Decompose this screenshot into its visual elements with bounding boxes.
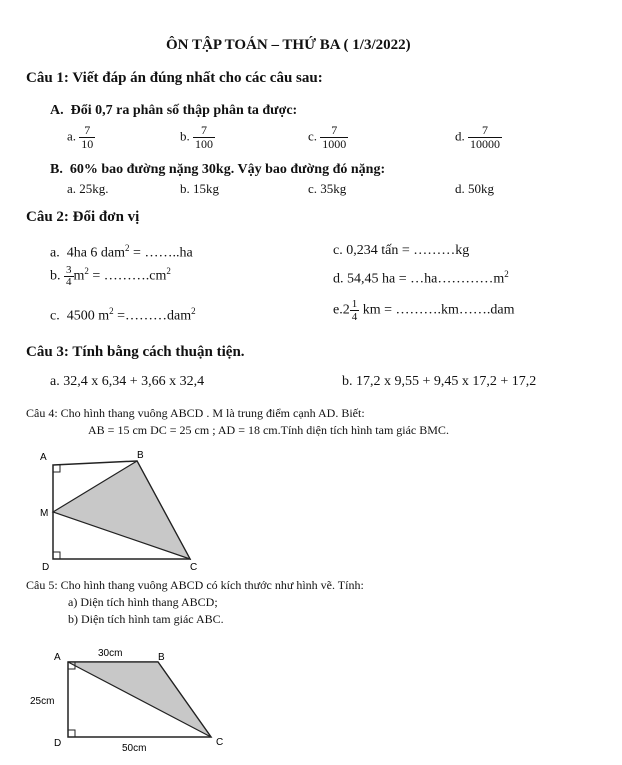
label-a: A — [54, 652, 61, 663]
right-angle-a — [53, 465, 60, 472]
item-fraction: $\frac{3}{4}$ — [66, 264, 72, 288]
label-top-length: 30cm — [98, 648, 123, 659]
q2-item-b — [50, 265, 171, 288]
label-a: A — [40, 452, 47, 463]
q4-figure — [30, 446, 220, 576]
option-fraction: $\frac{7}{100}$ — [195, 123, 213, 151]
triangle-abc — [68, 662, 211, 737]
item-letter: a. — [50, 245, 60, 261]
q1b-option-a: a. 25kg. — [67, 181, 109, 196]
superscript: 2 — [166, 266, 171, 277]
option-letter: c. — [308, 128, 318, 144]
q5-figure — [26, 642, 246, 760]
q5-line1: Câu 5: Cho hình thang vuông ABCD có kích thước như hình vẽ. Tính: — [26, 578, 364, 592]
option-letter: d. — [455, 128, 465, 144]
option-fraction: $\frac{7}{10000}$ — [470, 123, 500, 151]
q1b-option-c: c. 35kg — [308, 181, 347, 196]
superscript: 2 — [109, 306, 114, 316]
superscript: 2 — [125, 243, 130, 253]
label-left-length: 25cm — [30, 696, 55, 707]
q1b-option-b: b. 15kg — [180, 181, 219, 196]
item-text: = ……….cm — [88, 268, 167, 284]
q2-item-a — [50, 243, 193, 262]
item-text: d. 54,45 ha = …ha…………m — [333, 271, 505, 287]
option-letter: b. — [180, 128, 190, 144]
item-fraction: $\frac{1}{4}$ — [351, 298, 358, 323]
option-fraction: $\frac{7}{1000}$ — [322, 123, 347, 151]
right-angle-d — [53, 552, 60, 559]
q2-heading: Câu 2: Đổi đơn vị — [26, 209, 140, 225]
q1a-text: Đổi 0,7 ra phân số thập phân ta được: — [70, 103, 298, 118]
option-letter: a. — [67, 128, 77, 144]
q1a-label: A. — [50, 103, 64, 118]
q4-line1: Câu 4: Cho hình thang vuông ABCD . M là trung điểm cạnh AD. Biết: — [26, 406, 365, 420]
q1b-text: 60% bao đường nặng 30kg. Vậy bao đường đó nặng: — [69, 162, 386, 177]
q1b-label: B. — [50, 162, 63, 177]
superscript: 2 — [191, 306, 196, 316]
q1a-question — [50, 103, 297, 119]
q2-item-d — [333, 269, 509, 288]
q2-item-c-left — [50, 306, 196, 325]
superscript: 2 — [84, 266, 89, 277]
item-text: 4500 m — [66, 308, 110, 324]
q4-line2: AB = 15 cm DC = 25 cm ; AD = 18 cm.Tính diện tích hình tam giác BMC. — [88, 423, 449, 437]
label-b: B — [158, 652, 165, 663]
q2-item-e — [333, 298, 515, 323]
option-fraction: $\frac{7}{10}$ — [81, 123, 94, 151]
label-b: B — [137, 450, 144, 461]
q1a-option-c — [308, 124, 348, 151]
label-d: D — [54, 738, 62, 749]
item-text: m — [73, 268, 85, 284]
q3-item-b: b. 17,2 x 9,55 + 9,45 x 17,2 + 17,2 — [342, 374, 537, 389]
q1a-option-b — [180, 124, 215, 151]
q1-heading: Câu 1: Viết đáp án đúng nhất cho các câu sau: — [26, 70, 323, 86]
right-angle-d — [68, 730, 75, 737]
q5-item-b: b) Diện tích hình tam giác ABC. — [68, 612, 224, 626]
q1a-option-d — [455, 124, 502, 151]
label-c: C — [216, 737, 224, 748]
item-text: 4ha 6 dam — [66, 245, 126, 261]
q1a-option-a — [67, 124, 95, 151]
q2-item-c-right: c. 0,234 tấn = ………kg — [333, 243, 470, 258]
item-text: 2 — [342, 302, 350, 318]
item-letter: b. — [50, 268, 61, 284]
item-letter: c. — [50, 308, 60, 324]
item-text: km = ……….km…….dam — [359, 302, 515, 318]
label-m: M — [40, 508, 49, 519]
item-letter: e. — [333, 302, 343, 318]
label-c: C — [190, 562, 198, 573]
triangle-bmc — [53, 461, 190, 559]
q1b-option-d: d. 50kg — [455, 181, 494, 196]
q1b-question — [50, 162, 385, 178]
label-bottom-length: 50cm — [122, 743, 147, 754]
q3-item-a: a. 32,4 x 6,34 + 3,66 x 32,4 — [50, 374, 205, 389]
item-text: = ……..ha — [129, 245, 193, 261]
page-title: ÔN TẬP TOÁN – THỨ BA ( 1/3/2022) — [166, 37, 411, 53]
superscript: 2 — [504, 269, 509, 279]
q3-heading: Câu 3: Tính bằng cách thuận tiện. — [26, 344, 245, 360]
item-text: =………dam — [113, 308, 192, 324]
q5-item-a: a) Diện tích hình thang ABCD; — [68, 595, 218, 609]
label-d: D — [42, 562, 50, 573]
